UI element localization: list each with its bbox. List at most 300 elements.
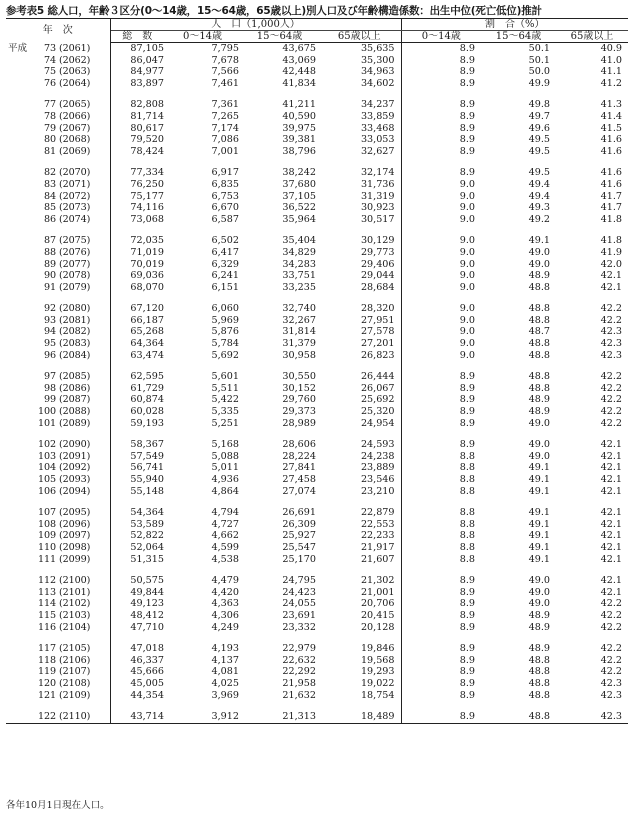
population-15-64-cell: 41,211 <box>282 99 316 111</box>
heisei-year: 115 <box>37 609 56 621</box>
ratio-65plus-cell: 41.6 <box>600 134 623 146</box>
total-population-cell: 44,354 <box>130 689 164 701</box>
total-population-cell: 55,148 <box>130 485 164 497</box>
group-spacer-row <box>6 701 628 711</box>
western-year: (2100) <box>59 575 91 587</box>
total-population-cell: 69,036 <box>130 270 164 282</box>
population-0-14-cell: 5,511 <box>211 382 239 394</box>
table-row <box>6 406 628 418</box>
population-65plus-cell: 35,300 <box>318 55 401 67</box>
population-0-14-cell: 6,241 <box>211 270 239 282</box>
heisei-year: 96 <box>43 349 56 361</box>
ratio-65plus-cell: 42.3 <box>600 711 623 723</box>
year-cell <box>6 315 110 327</box>
heisei-year: 75 <box>43 66 56 78</box>
western-year: (2075) <box>59 235 91 247</box>
ratio-0-14-cell: 9.0 <box>459 213 476 225</box>
population-0-14-cell: 7,566 <box>211 66 239 78</box>
group-spacer-row <box>6 293 628 303</box>
ratio-65plus-cell: 42.3 <box>600 326 623 338</box>
population-65plus-cell: 31,319 <box>318 191 401 203</box>
western-year: (2073) <box>59 202 91 214</box>
population-15-64-cell: 27,841 <box>282 462 316 474</box>
population-15-64-cell: 42,448 <box>282 66 316 78</box>
ratio-15-64-cell: 49.5 <box>528 145 551 157</box>
population-0-14-cell: 5,422 <box>211 394 239 406</box>
table-row <box>6 235 628 247</box>
population-0-14-cell: 6,670 <box>211 202 239 214</box>
table-row <box>6 191 628 203</box>
year-cell <box>6 678 110 690</box>
population-15-64-cell: 31,379 <box>282 338 316 350</box>
heisei-year: 78 <box>43 110 56 122</box>
ratio-65plus-cell: 42.2 <box>600 394 623 406</box>
western-year: (2066) <box>59 110 91 122</box>
population-65plus-cell: 33,859 <box>318 111 401 123</box>
ratio-0-14-cell: 8.8 <box>459 450 476 462</box>
table-row <box>6 167 628 179</box>
population-65plus-cell: 29,044 <box>318 270 401 282</box>
ratio-15-64-cell: 49.0 <box>528 575 551 587</box>
ratio-65plus-cell: 42.2 <box>600 417 623 429</box>
population-15-64-cell: 41,834 <box>282 77 316 89</box>
table-row <box>6 282 628 294</box>
group-spacer-row <box>6 225 628 235</box>
western-year: (2070) <box>59 167 91 179</box>
western-year: (2092) <box>59 462 91 474</box>
ratio-15-64-cell: 48.9 <box>528 609 551 621</box>
population-65plus-cell: 24,954 <box>318 418 401 430</box>
population-15-64-cell: 37,105 <box>282 190 316 202</box>
population-0-14-cell: 4,025 <box>211 677 239 689</box>
ratio-15-64-cell: 49.0 <box>528 246 551 258</box>
ratio-0-14-cell: 9.0 <box>459 303 476 315</box>
ratio-15-64-cell: 49.0 <box>528 598 551 610</box>
table-row <box>6 394 628 406</box>
ratio-0-14-cell: 8.9 <box>459 134 476 146</box>
heisei-year: 122 <box>37 711 56 723</box>
table-row <box>6 474 628 486</box>
western-year: (2096) <box>59 518 91 530</box>
ratio-0-14-cell: 8.9 <box>459 54 476 66</box>
heisei-year: 79 <box>43 122 56 134</box>
population-15-64-cell: 22,632 <box>282 654 316 666</box>
table-row <box>6 462 628 474</box>
ratio-0-14-cell: 9.0 <box>459 178 476 190</box>
total-population-cell: 47,018 <box>130 643 164 655</box>
heisei-year: 121 <box>37 689 56 701</box>
ratio-65plus-cell: 42.3 <box>600 349 623 361</box>
ratio-65plus-cell: 41.2 <box>600 77 623 89</box>
heisei-year: 105 <box>37 474 56 485</box>
heisei-year: 92 <box>43 303 56 315</box>
heisei-year: 109 <box>37 530 56 542</box>
total-population-cell: 52,822 <box>130 530 164 542</box>
total-population-cell: 81,714 <box>130 110 164 122</box>
western-year: (2087) <box>59 394 91 406</box>
table-row <box>6 123 628 135</box>
ratio-15-64-cell: 49.1 <box>528 485 551 497</box>
table-row <box>6 146 628 158</box>
year-cell <box>6 202 110 214</box>
total-population-cell: 61,729 <box>130 382 164 394</box>
ratio-0-14-cell: 8.9 <box>459 586 476 598</box>
total-population-cell: 79,520 <box>130 134 164 146</box>
population-0-14-cell: 5,168 <box>211 439 239 451</box>
population-0-14-cell: 6,417 <box>211 246 239 258</box>
population-0-14-cell: 4,081 <box>211 666 239 678</box>
heisei-year: 85 <box>43 202 56 214</box>
year-cell <box>6 643 110 655</box>
ratio-15-64-cell: 48.8 <box>528 677 551 689</box>
population-15-64-cell: 30,958 <box>282 349 316 361</box>
total-population-cell: 78,424 <box>130 145 164 157</box>
total-population-cell: 63,474 <box>130 349 164 361</box>
western-year: (2088) <box>59 406 91 418</box>
ratio-15-64-cell: 50.1 <box>528 43 551 54</box>
population-15-64-cell: 27,074 <box>282 485 316 497</box>
population-15-64-cell: 29,760 <box>282 394 316 406</box>
ratio-15-64-cell: 48.8 <box>528 303 551 315</box>
ratio-15-64-cell: 49.5 <box>528 134 551 146</box>
western-year: (2077) <box>59 258 91 270</box>
ratio-0-14-cell: 8.9 <box>459 417 476 429</box>
year-cell <box>6 214 110 226</box>
year-cell <box>6 598 110 610</box>
ratio-0-14-cell: 9.0 <box>459 270 476 282</box>
population-15-64-cell: 30,550 <box>282 371 316 383</box>
ratio-15-64-cell: 49.1 <box>528 518 551 530</box>
ratio-15-64-cell: 48.8 <box>528 711 551 723</box>
population-0-14-cell: 6,151 <box>211 281 239 293</box>
western-year: (2062) <box>59 54 91 66</box>
table-row <box>6 439 628 451</box>
ratio-65plus-cell: 41.8 <box>600 235 623 247</box>
population-15-64-cell: 38,796 <box>282 145 316 157</box>
heisei-year: 83 <box>43 178 56 190</box>
western-year: (2063) <box>59 66 91 78</box>
ratio-15-64-cell: 49.0 <box>528 258 551 270</box>
year-cell <box>6 191 110 203</box>
total-population-cell: 65,268 <box>130 326 164 338</box>
year-cell <box>6 247 110 259</box>
ratio-0-14-cell: 9.0 <box>459 258 476 270</box>
western-year: (2109) <box>59 689 91 701</box>
year-cell <box>6 507 110 519</box>
western-year: (2091) <box>59 450 91 462</box>
population-65plus-cell: 27,201 <box>318 338 401 350</box>
total-population-cell: 49,844 <box>130 586 164 598</box>
table-row <box>6 666 628 678</box>
population-65plus-cell: 18,754 <box>318 690 401 702</box>
population-65plus-cell: 21,607 <box>318 554 401 566</box>
population-15-64-cell: 24,423 <box>282 586 316 598</box>
table-row <box>6 542 628 554</box>
total-population-cell: 62,595 <box>130 371 164 383</box>
population-65plus-cell: 21,001 <box>318 587 401 599</box>
year-cell <box>6 474 110 486</box>
year-cell <box>6 43 110 55</box>
ratio-0-14-cell: 9.0 <box>459 338 476 350</box>
total-population-cell: 82,808 <box>130 99 164 111</box>
heisei-year: 113 <box>37 586 56 598</box>
western-year: (2084) <box>59 349 91 361</box>
ratio-15-64-cell: 49.6 <box>528 122 551 134</box>
ratio-65plus-cell: 42.2 <box>600 598 623 610</box>
year-cell <box>6 486 110 498</box>
ratio-0-14-cell: 9.0 <box>459 281 476 293</box>
year-cell <box>6 554 110 566</box>
heisei-year: 97 <box>43 371 56 383</box>
ratio-0-14-cell: 8.9 <box>459 575 476 587</box>
ratio-0-14-cell: 8.9 <box>459 406 476 418</box>
population-15-64-cell: 26,691 <box>282 507 316 519</box>
year-cell <box>6 78 110 90</box>
ratio-0-14-cell: 8.9 <box>459 598 476 610</box>
ratio-15-64-cell: 48.7 <box>528 326 551 338</box>
total-population-cell: 87,105 <box>130 43 164 54</box>
ratio-65plus-cell: 41.0 <box>600 54 623 66</box>
table-row <box>6 214 628 226</box>
table-row <box>6 78 628 90</box>
population-65plus-cell: 32,174 <box>318 167 401 179</box>
heisei-year: 111 <box>37 553 56 565</box>
table-row <box>6 507 628 519</box>
year-cell <box>6 666 110 678</box>
year-cell <box>6 622 110 634</box>
western-year: (2098) <box>59 541 91 553</box>
population-0-14-cell: 4,864 <box>211 485 239 497</box>
heisei-year: 93 <box>43 314 56 326</box>
population-0-14-cell: 7,461 <box>211 77 239 89</box>
table-row <box>6 575 628 587</box>
year-cell <box>6 383 110 395</box>
ratio-0-14-cell: 9.0 <box>459 202 476 214</box>
table-row <box>6 338 628 350</box>
population-0-14-cell: 6,502 <box>211 235 239 247</box>
total-population-cell: 53,589 <box>130 518 164 530</box>
ratio-65plus-cell: 42.3 <box>600 338 623 350</box>
population-65plus-cell: 34,237 <box>318 99 401 111</box>
year-cell <box>6 350 110 362</box>
western-year: (2065) <box>59 99 91 111</box>
ratio-65plus-cell: 41.5 <box>600 122 623 134</box>
ratio-15-64-cell: 49.4 <box>528 190 551 202</box>
population-65plus-cell: 23,889 <box>318 462 401 474</box>
population-15-64-cell: 37,680 <box>282 178 316 190</box>
population-15-64-cell: 21,958 <box>282 677 316 689</box>
ratio-15-64-cell: 49.9 <box>528 77 551 89</box>
ratio-15-64-cell: 49.1 <box>528 507 551 519</box>
population-15-64-cell: 34,283 <box>282 258 316 270</box>
table-row <box>6 350 628 362</box>
heisei-year: 76 <box>43 77 56 89</box>
population-15-64-cell: 28,606 <box>282 439 316 451</box>
year-cell <box>6 111 110 123</box>
western-year: (2064) <box>59 77 91 89</box>
table-row <box>6 43 628 55</box>
western-year: (2081) <box>59 314 91 326</box>
ratio-15-64-cell: 49.1 <box>528 530 551 542</box>
year-cell <box>6 542 110 554</box>
population-65plus-cell: 21,302 <box>318 575 401 587</box>
population-15-64-cell: 32,267 <box>282 314 316 326</box>
population-15-64-cell: 26,309 <box>282 518 316 530</box>
population-65plus-cell: 27,951 <box>318 315 401 327</box>
heisei-year: 107 <box>37 507 56 519</box>
population-0-14-cell: 7,174 <box>211 122 239 134</box>
ratio-0-14-cell: 8.9 <box>459 439 476 451</box>
ratio-0-14-cell: 8.9 <box>459 99 476 111</box>
ratio-15-64-cell: 49.1 <box>528 235 551 247</box>
population-65plus-cell: 35,635 <box>318 43 401 55</box>
population-65plus-cell: 26,067 <box>318 383 401 395</box>
ratio-15-64-cell: 49.1 <box>528 541 551 553</box>
table-row <box>6 326 628 338</box>
population-15-64-cell: 22,979 <box>282 643 316 655</box>
ratio-15-64-cell: 48.8 <box>528 654 551 666</box>
total-population-cell: 83,897 <box>130 77 164 89</box>
table-body <box>6 43 628 723</box>
column-header-pop-15-64: 15～64歳 <box>241 31 318 43</box>
western-year: (2086) <box>59 382 91 394</box>
population-15-64-cell: 21,632 <box>282 689 316 701</box>
population-15-64-cell: 25,547 <box>282 541 316 553</box>
ratio-15-64-cell: 48.8 <box>528 371 551 383</box>
population-65plus-cell: 33,053 <box>318 134 401 146</box>
ratio-65plus-cell: 41.1 <box>600 66 623 78</box>
western-year: (2108) <box>59 677 91 689</box>
population-0-14-cell: 5,969 <box>211 314 239 326</box>
table-row <box>6 554 628 566</box>
population-0-14-cell: 7,001 <box>211 145 239 157</box>
total-population-cell: 60,874 <box>130 394 164 406</box>
population-0-14-cell: 4,479 <box>211 575 239 587</box>
table-row <box>6 610 628 622</box>
western-year: (2080) <box>59 303 91 315</box>
western-year: (2068) <box>59 134 91 146</box>
population-65plus-cell: 25,320 <box>318 406 401 418</box>
population-65plus-cell: 28,320 <box>318 303 401 315</box>
year-cell <box>6 270 110 282</box>
heisei-year: 82 <box>43 167 56 179</box>
ratio-65plus-cell: 42.3 <box>600 689 623 701</box>
table-row <box>6 519 628 531</box>
population-65plus-cell: 27,578 <box>318 326 401 338</box>
year-cell <box>6 406 110 418</box>
heisei-year: 77 <box>43 99 56 111</box>
population-65plus-cell: 19,022 <box>318 678 401 690</box>
population-table-container <box>6 18 628 724</box>
total-population-cell: 66,187 <box>130 314 164 326</box>
population-15-64-cell: 33,235 <box>282 281 316 293</box>
population-0-14-cell: 4,936 <box>211 474 239 485</box>
year-cell <box>6 303 110 315</box>
population-0-14-cell: 6,329 <box>211 258 239 270</box>
western-year: (2106) <box>59 654 91 666</box>
ratio-65plus-cell: 41.7 <box>600 202 623 214</box>
ratio-15-64-cell: 48.8 <box>528 382 551 394</box>
ratio-0-14-cell: 8.9 <box>459 609 476 621</box>
ratio-0-14-cell: 8.9 <box>459 371 476 383</box>
year-cell <box>6 655 110 667</box>
population-65plus-cell: 20,706 <box>318 598 401 610</box>
ratio-0-14-cell: 8.9 <box>459 145 476 157</box>
total-population-cell: 68,070 <box>130 281 164 293</box>
year-cell <box>6 66 110 78</box>
population-65plus-cell: 29,773 <box>318 247 401 259</box>
heisei-year: 120 <box>37 677 56 689</box>
heisei-year: 86 <box>43 213 56 225</box>
ratio-65plus-cell: 41.8 <box>600 213 623 225</box>
table-row <box>6 690 628 702</box>
population-65plus-cell: 24,238 <box>318 451 401 463</box>
ratio-65plus-cell: 42.2 <box>600 371 623 383</box>
population-65plus-cell: 28,684 <box>318 282 401 294</box>
western-year: (2099) <box>59 553 91 565</box>
western-year: (2083) <box>59 338 91 350</box>
year-cell <box>6 55 110 67</box>
table-row <box>6 643 628 655</box>
table-row <box>6 270 628 282</box>
total-population-cell: 50,575 <box>130 575 164 587</box>
table-header <box>6 19 628 43</box>
ratio-65plus-cell: 42.1 <box>600 270 623 282</box>
population-65plus-cell: 33,468 <box>318 123 401 135</box>
ratio-15-64-cell: 48.8 <box>528 314 551 326</box>
ratio-15-64-cell: 48.8 <box>528 338 551 350</box>
western-year: (2104) <box>59 621 91 633</box>
table-row <box>6 383 628 395</box>
year-cell <box>6 690 110 702</box>
western-year: (2101) <box>59 586 91 598</box>
population-65plus-cell: 30,517 <box>318 214 401 226</box>
ratio-65plus-cell: 42.2 <box>600 303 623 315</box>
population-15-64-cell: 31,814 <box>282 326 316 338</box>
footnote: 各年10月1日現在人口。 <box>6 800 110 811</box>
ratio-65plus-cell: 42.1 <box>600 586 623 598</box>
table-row <box>6 179 628 191</box>
total-population-cell: 48,412 <box>130 609 164 621</box>
total-population-cell: 46,337 <box>130 654 164 666</box>
heisei-year: 119 <box>37 666 56 678</box>
ratio-65plus-cell: 42.2 <box>600 654 623 666</box>
ratio-0-14-cell: 8.8 <box>459 553 476 565</box>
ratio-15-64-cell: 49.0 <box>528 450 551 462</box>
population-0-14-cell: 4,599 <box>211 541 239 553</box>
population-0-14-cell: 3,969 <box>211 689 239 701</box>
ratio-15-64-cell: 49.1 <box>528 474 551 485</box>
total-population-cell: 60,028 <box>130 406 164 418</box>
total-population-cell: 55,940 <box>130 474 164 485</box>
population-65plus-cell: 18,489 <box>318 711 401 723</box>
heisei-year: 98 <box>43 382 56 394</box>
year-cell <box>6 134 110 146</box>
ratio-65plus-cell: 42.2 <box>600 406 623 418</box>
total-population-cell: 73,068 <box>130 213 164 225</box>
ratio-15-64-cell: 49.1 <box>528 462 551 474</box>
population-15-64-cell: 39,975 <box>282 122 316 134</box>
heisei-year: 118 <box>37 654 56 666</box>
population-0-14-cell: 7,265 <box>211 110 239 122</box>
population-65plus-cell: 34,963 <box>318 66 401 78</box>
group-spacer-row <box>6 633 628 643</box>
ratio-15-64-cell: 49.3 <box>528 202 551 214</box>
ratio-15-64-cell: 48.8 <box>528 349 551 361</box>
total-population-cell: 64,364 <box>130 338 164 350</box>
heisei-year: 106 <box>37 485 56 497</box>
total-population-cell: 45,005 <box>130 677 164 689</box>
